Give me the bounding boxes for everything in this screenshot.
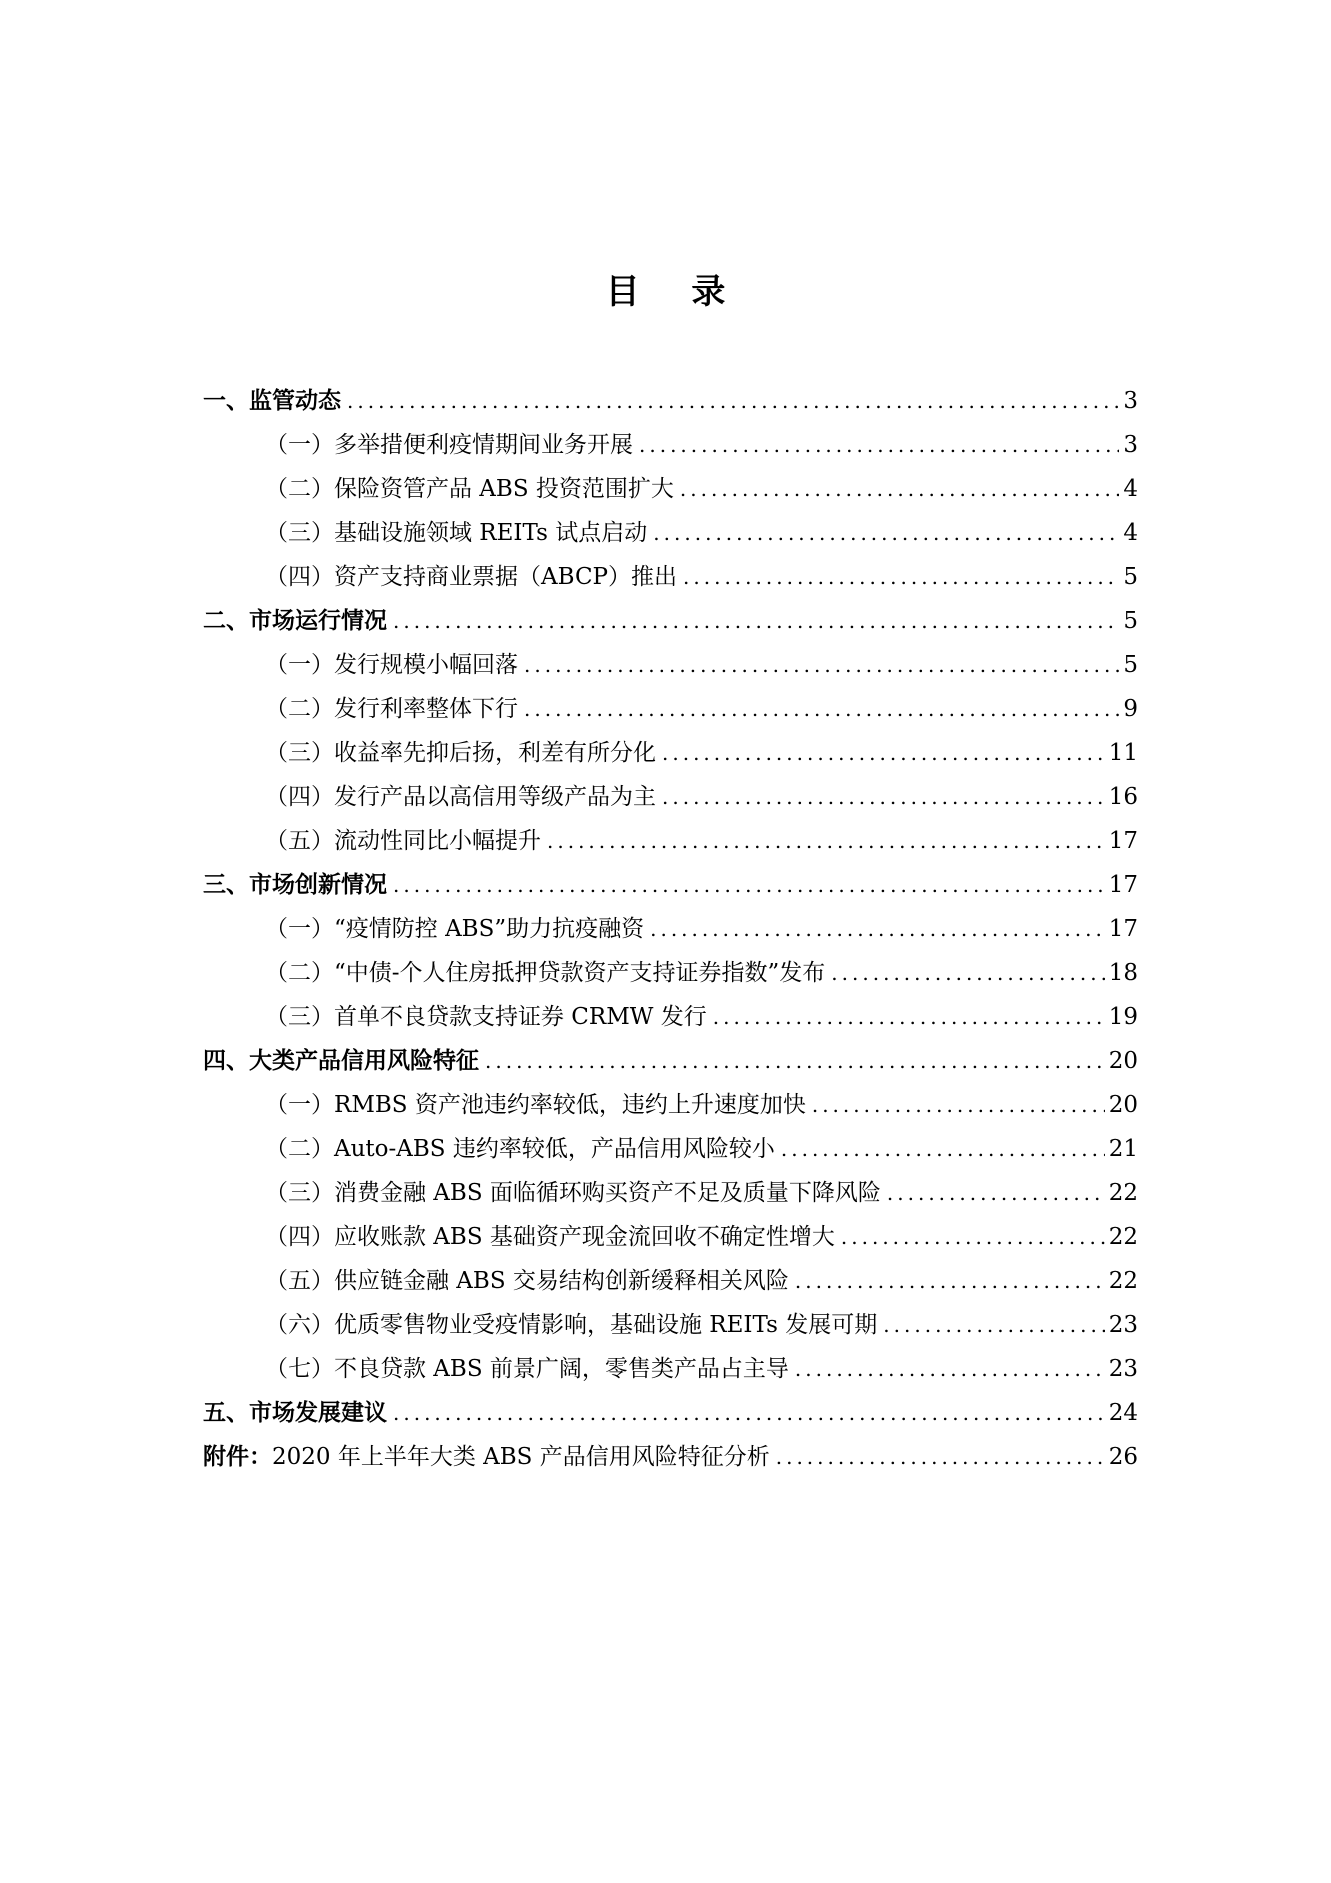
toc-entry-label: （四）应收账款 ABS 基础资产现金流回收不确定性增大 bbox=[265, 1224, 835, 1250]
toc-entry[interactable] bbox=[203, 1296, 1138, 1340]
toc-entry-label: （五）流动性同比小幅提升 bbox=[265, 828, 541, 854]
toc-entry[interactable] bbox=[203, 1428, 1138, 1472]
toc-entry[interactable] bbox=[203, 372, 1138, 416]
toc-entry-page: 18 bbox=[1108, 960, 1138, 986]
toc-entry-label: 一、监管动态 bbox=[203, 388, 341, 414]
toc-entry-page: 17 bbox=[1108, 916, 1138, 942]
dot-leader bbox=[887, 1178, 1105, 1208]
dot-leader bbox=[524, 694, 1119, 724]
toc-entry-page: 20 bbox=[1108, 1092, 1138, 1118]
toc-entry[interactable] bbox=[203, 548, 1138, 592]
dot-leader bbox=[347, 386, 1119, 416]
toc-entry[interactable] bbox=[203, 1340, 1138, 1384]
toc-entry-label: （二）“中债-个人住房抵押贷款资产支持证券指数”发布 bbox=[265, 960, 826, 986]
toc-entry-page: 4 bbox=[1123, 476, 1138, 502]
toc-entry-label: （三）收益率先抑后扬，利差有所分化 bbox=[265, 740, 656, 766]
dot-leader bbox=[639, 430, 1119, 460]
toc-entry-page: 3 bbox=[1123, 388, 1138, 414]
toc-entry-label: 四、大类产品信用风险特征 bbox=[203, 1048, 479, 1074]
toc-entry-page: 3 bbox=[1123, 432, 1138, 458]
toc-entry[interactable] bbox=[203, 856, 1138, 900]
page-title: 目 录 bbox=[605, 272, 746, 312]
dot-leader bbox=[680, 474, 1119, 504]
toc-entry[interactable] bbox=[203, 1076, 1138, 1120]
toc-entry-page: 19 bbox=[1108, 1004, 1138, 1030]
dot-leader bbox=[795, 1266, 1105, 1296]
toc-entry[interactable] bbox=[203, 416, 1138, 460]
toc-entry-label: 五、市场发展建议 bbox=[203, 1400, 387, 1426]
dot-leader bbox=[713, 1002, 1105, 1032]
toc-entry[interactable] bbox=[203, 1120, 1138, 1164]
toc-entry[interactable] bbox=[203, 1252, 1138, 1296]
toc-entry-label: （四）资产支持商业票据（ABCP）推出 bbox=[265, 564, 678, 590]
dot-leader bbox=[781, 1134, 1105, 1164]
toc-entry-label: （三）首单不良贷款支持证券 CRMW 发行 bbox=[265, 1004, 707, 1030]
toc-entry-page: 16 bbox=[1108, 784, 1138, 810]
toc-entry-page: 22 bbox=[1108, 1224, 1138, 1250]
dot-leader bbox=[831, 958, 1104, 988]
toc-entry-page: 17 bbox=[1108, 872, 1138, 898]
toc-entry-text: 2020 年上半年大类 ABS 产品信用风险特征分析 bbox=[272, 1444, 770, 1470]
dot-leader bbox=[524, 650, 1119, 680]
dot-leader bbox=[841, 1222, 1105, 1252]
dot-leader bbox=[393, 606, 1119, 636]
dot-leader bbox=[795, 1354, 1105, 1384]
toc-entry-label: （六）优质零售物业受疫情影响，基础设施 REITs 发展可期 bbox=[265, 1312, 878, 1338]
toc-entry[interactable] bbox=[203, 1384, 1138, 1428]
toc-entry[interactable] bbox=[203, 1208, 1138, 1252]
toc-entry-page: 4 bbox=[1123, 520, 1138, 546]
toc-entry-label: （一）RMBS 资产池违约率较低，违约上升速度加快 bbox=[265, 1092, 806, 1118]
toc-entry[interactable] bbox=[203, 988, 1138, 1032]
dot-leader bbox=[485, 1046, 1105, 1076]
toc-entry[interactable] bbox=[203, 724, 1138, 768]
toc-entry-page: 22 bbox=[1108, 1180, 1138, 1206]
table-of-contents bbox=[203, 372, 1138, 1472]
toc-entry[interactable] bbox=[203, 1032, 1138, 1076]
dot-leader bbox=[662, 738, 1105, 768]
dot-leader bbox=[662, 782, 1105, 812]
toc-entry-label: （一）发行规模小幅回落 bbox=[265, 652, 518, 678]
toc-entry-page: 20 bbox=[1108, 1048, 1138, 1074]
toc-entry[interactable] bbox=[203, 636, 1138, 680]
dot-leader bbox=[812, 1090, 1105, 1120]
toc-entry-page: 24 bbox=[1108, 1400, 1138, 1426]
toc-entry-label: （七）不良贷款 ABS 前景广阔，零售类产品占主导 bbox=[265, 1356, 789, 1382]
toc-entry-page: 21 bbox=[1108, 1136, 1138, 1162]
dot-leader bbox=[547, 826, 1105, 856]
toc-entry[interactable] bbox=[203, 1164, 1138, 1208]
toc-entry-label bbox=[203, 1442, 770, 1472]
toc-entry-label: （四）发行产品以高信用等级产品为主 bbox=[265, 784, 656, 810]
toc-entry-label: （三）消费金融 ABS 面临循环购买资产不足及质量下降风险 bbox=[265, 1180, 881, 1206]
toc-entry-prefix: 附件： bbox=[203, 1444, 272, 1470]
toc-entry[interactable] bbox=[203, 768, 1138, 812]
dot-leader bbox=[883, 1310, 1104, 1340]
toc-entry[interactable] bbox=[203, 812, 1138, 856]
dot-leader bbox=[683, 562, 1119, 592]
dot-leader bbox=[650, 914, 1105, 944]
dot-leader bbox=[393, 1398, 1105, 1428]
toc-entry-page: 9 bbox=[1123, 696, 1138, 722]
toc-entry[interactable] bbox=[203, 504, 1138, 548]
dot-leader bbox=[776, 1442, 1105, 1472]
toc-entry-label: （五）供应链金融 ABS 交易结构创新缓释相关风险 bbox=[265, 1268, 789, 1294]
toc-entry-label: （三）基础设施领域 REITs 试点启动 bbox=[265, 520, 648, 546]
toc-entry[interactable] bbox=[203, 592, 1138, 636]
toc-entry-label: （一）“疫情防控 ABS”助力抗疫融资 bbox=[265, 916, 645, 942]
toc-entry-page: 17 bbox=[1108, 828, 1138, 854]
dot-leader bbox=[653, 518, 1119, 548]
dot-leader bbox=[393, 870, 1105, 900]
toc-entry-page: 26 bbox=[1108, 1444, 1138, 1470]
toc-entry-label: （二）保险资管产品 ABS 投资范围扩大 bbox=[265, 476, 674, 502]
toc-entry-label: 三、市场创新情况 bbox=[203, 872, 387, 898]
toc-entry-page: 11 bbox=[1108, 740, 1138, 766]
toc-entry-label: （二）Auto-ABS 违约率较低，产品信用风险较小 bbox=[265, 1136, 775, 1162]
toc-entry[interactable] bbox=[203, 460, 1138, 504]
toc-entry-page: 23 bbox=[1108, 1312, 1138, 1338]
toc-entry-page: 23 bbox=[1108, 1356, 1138, 1382]
toc-entry-page: 5 bbox=[1123, 564, 1138, 590]
toc-entry-label: （一）多举措便利疫情期间业务开展 bbox=[265, 432, 633, 458]
toc-entry[interactable] bbox=[203, 680, 1138, 724]
toc-entry[interactable] bbox=[203, 900, 1138, 944]
toc-entry-page: 22 bbox=[1108, 1268, 1138, 1294]
toc-entry-label: （二）发行利率整体下行 bbox=[265, 696, 518, 722]
toc-entry-page: 5 bbox=[1123, 608, 1138, 634]
toc-entry[interactable] bbox=[203, 944, 1138, 988]
toc-entry-page: 5 bbox=[1123, 652, 1138, 678]
toc-entry-label: 二、市场运行情况 bbox=[203, 608, 387, 634]
